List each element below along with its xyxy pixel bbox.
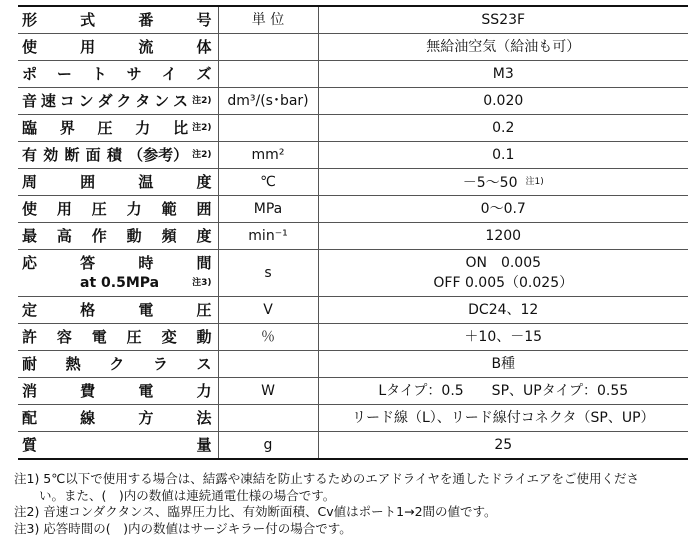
spec-unit-cell	[218, 405, 318, 432]
spec-label-cell	[18, 61, 218, 88]
footnotes	[14, 471, 690, 537]
spec-label-char: 断	[64, 146, 80, 164]
spec-row	[18, 405, 688, 432]
spec-label-char: ン	[154, 92, 170, 110]
spec-value-cell	[318, 351, 688, 378]
spec-label-char: 式	[80, 11, 96, 29]
spec-label-char: 高	[56, 227, 72, 245]
footnote-3: 注3) 応答時間の( )内の数値はサージキラー付の場合です。	[14, 520, 352, 536]
spec-label-char: 音	[22, 92, 38, 110]
spec-label-char: （参考）	[128, 146, 189, 164]
spec-label-char: 効	[43, 146, 59, 164]
spec-value-cell	[318, 196, 688, 223]
spec-value: M3	[492, 66, 514, 82]
spec-label-char: 圧	[91, 200, 107, 218]
spec-label-cell	[18, 297, 218, 324]
spec-label-char: 電	[138, 382, 154, 400]
spec-label-cell	[18, 196, 218, 223]
spec-label-char: 使	[22, 38, 38, 56]
footnote-1-cont: い。また、( )内の数値は連続通電仕様の場合です。	[14, 487, 336, 503]
spec-label-char: 囲	[196, 200, 212, 218]
spec-label-char: コ	[59, 92, 75, 110]
spec-label-char: 電	[91, 328, 107, 346]
spec-row	[18, 88, 688, 115]
spec-unit-cell	[218, 351, 318, 378]
spec-row	[18, 115, 688, 142]
spec-label-cell	[18, 34, 218, 61]
spec-unit: V	[263, 302, 273, 318]
spec-row	[18, 196, 688, 223]
spec-label-char: 熱	[65, 355, 81, 373]
spec-label-char: 流	[138, 38, 154, 56]
spec-unit: g	[263, 437, 273, 453]
spec-value-note: 注1)	[525, 176, 544, 187]
spec-label-char: 囲	[80, 173, 96, 191]
spec-value-cell	[318, 432, 688, 460]
spec-label-note: 注2)	[192, 123, 212, 133]
spec-label-char: ト	[91, 65, 107, 83]
spec-value: 0.2	[492, 120, 515, 136]
spec-label-char: ス	[173, 92, 189, 110]
spec-label-char: 使	[22, 200, 38, 218]
spec-label-char: 動	[196, 328, 212, 346]
spec-label-char: 面	[85, 146, 101, 164]
spec-value: DC24、12	[468, 302, 539, 318]
spec-unit: min⁻¹	[248, 228, 288, 244]
spec-label-char: 用	[56, 200, 72, 218]
spec-label-char: ラ	[152, 355, 168, 373]
spec-label-char: ン	[78, 92, 94, 110]
spec-unit-cell	[218, 324, 318, 351]
spec-value-cell	[318, 250, 688, 297]
spec-label-cell	[18, 351, 218, 378]
spec-label-char: 方	[138, 409, 154, 427]
spec-label-char: 有	[22, 146, 38, 164]
spec-label-char: サ	[126, 65, 142, 83]
spec-value: 無給油空気（給油も可）	[426, 39, 581, 55]
spec-row	[18, 142, 688, 169]
spec-label-char: 配	[22, 409, 38, 427]
spec-row	[18, 432, 688, 460]
spec-label-note: 注2)	[192, 96, 212, 106]
spec-label-char: 比	[173, 119, 189, 137]
spec-label-cell	[18, 324, 218, 351]
spec-value: Lタイプ：0.5 SP、UPタイプ：0.55	[378, 383, 629, 399]
spec-unit: ℃	[260, 174, 276, 190]
spec-label-char: 法	[196, 409, 212, 427]
spec-label-char: 界	[59, 119, 75, 137]
spec-unit: mm²	[251, 147, 285, 163]
spec-value: SS23F	[481, 12, 526, 28]
spec-label-char: 量	[196, 436, 212, 454]
spec-value-cell	[318, 223, 688, 250]
spec-value-cell	[318, 405, 688, 432]
spec-unit-cell	[218, 196, 318, 223]
spec-label-char: 温	[138, 173, 154, 191]
spec-label-char: 耐	[22, 355, 38, 373]
spec-value-cell	[318, 88, 688, 115]
spec-row	[18, 250, 688, 297]
spec-label-char: 用	[80, 38, 96, 56]
spec-label-char: 容	[56, 328, 72, 346]
spec-value: 0～0.7	[480, 201, 526, 217]
spec-value-cell	[318, 378, 688, 405]
spec-value-cell	[318, 169, 688, 196]
spec-label-char: 範	[161, 200, 177, 218]
spec-row	[18, 324, 688, 351]
spec-unit: W	[261, 383, 275, 399]
spec-value: B種	[491, 356, 516, 372]
spec-label-char: タ	[135, 92, 151, 110]
spec-unit-cell	[218, 432, 318, 460]
spec-table	[18, 5, 688, 460]
spec-value: 0.020	[483, 93, 524, 109]
spec-label-char: 電	[138, 301, 154, 319]
spec-label-note: 注3)	[192, 278, 212, 288]
footnote-2: 注2) 音速コンダクタンス、臨界圧力比、有効断面積、Cv値はポート1→2間の値です。	[14, 504, 497, 519]
spec-label-cell	[18, 223, 218, 250]
spec-label-char: 形	[22, 11, 38, 29]
spec-unit: MPa	[253, 201, 283, 217]
spec-label-char: ク	[109, 355, 125, 373]
spec-unit-cell	[218, 378, 318, 405]
spec-label-char: 最	[22, 227, 38, 245]
spec-label-cell	[18, 6, 218, 34]
spec-value: 25	[494, 437, 513, 453]
spec-value-cell	[318, 34, 688, 61]
spec-value-cell	[318, 6, 688, 34]
spec-unit-cell	[218, 142, 318, 169]
spec-label-char: 費	[80, 382, 96, 400]
spec-label-char: 答	[80, 254, 96, 272]
spec-unit-cell	[218, 6, 318, 34]
spec-label-char: 時	[138, 254, 154, 272]
spec-row	[18, 351, 688, 378]
spec-label-char: イ	[161, 65, 177, 83]
spec-value-cell	[318, 297, 688, 324]
spec-unit: 単 位	[251, 12, 285, 28]
spec-unit-cell	[218, 223, 318, 250]
spec-row	[18, 297, 688, 324]
spec-value: 0.1	[492, 147, 515, 163]
spec-value: ON 0.005	[465, 255, 542, 271]
spec-label-cell	[18, 88, 218, 115]
spec-label-char: 圧	[126, 328, 142, 346]
spec-value: ＋10、－15	[464, 329, 543, 345]
spec-value: OFF 0.005（0.025）	[433, 275, 574, 291]
spec-label-char: 圧	[97, 119, 113, 137]
spec-unit: dm³/(s･bar)	[227, 93, 309, 109]
spec-label-char: 線	[80, 409, 96, 427]
spec-label-cell	[18, 142, 218, 169]
spec-label-note: 注2)	[192, 150, 212, 160]
spec-label-cell	[18, 405, 218, 432]
spec-label-char: 変	[161, 328, 177, 346]
spec-row	[18, 378, 688, 405]
spec-row	[18, 169, 688, 196]
spec-unit: ％	[261, 329, 275, 345]
spec-value-cell	[318, 324, 688, 351]
spec-value-cell	[318, 142, 688, 169]
spec-label-char: 消	[22, 382, 38, 400]
spec-row	[18, 34, 688, 61]
spec-label-char: ー	[56, 65, 72, 83]
spec-label-char: 号	[196, 11, 212, 29]
spec-value: －5～50	[462, 174, 518, 191]
spec-label-char: 質	[22, 436, 38, 454]
spec-value-cell	[318, 61, 688, 88]
spec-unit-cell	[218, 169, 318, 196]
spec-label-char: ズ	[196, 65, 212, 83]
spec-label-char: 力	[196, 382, 212, 400]
spec-unit: s	[264, 265, 272, 281]
footnote-1: 注1) 5℃以下で使用する場合は、結露や凍結を防止するためのエアドライヤを通したドライエアをご使用くださ	[14, 471, 640, 486]
spec-label-char: 許	[22, 328, 38, 346]
spec-unit-cell	[218, 88, 318, 115]
spec-label-char: 圧	[196, 301, 212, 319]
spec-value: リード線（L）、リード線付コネクタ（SP、UP）	[351, 410, 655, 426]
spec-label-char: 臨	[22, 119, 38, 137]
spec-label-char: 頻	[161, 227, 177, 245]
spec-value: 1200	[485, 228, 522, 244]
spec-label-char: 力	[135, 119, 151, 137]
spec-label-char: 体	[196, 38, 212, 56]
spec-label-char: 動	[126, 227, 142, 245]
spec-label-char: 番	[138, 11, 154, 29]
spec-unit-cell	[218, 297, 318, 324]
spec-label-char: ポ	[22, 65, 38, 83]
spec-row	[18, 61, 688, 88]
spec-label-char: 度	[196, 173, 212, 191]
spec-label-cell	[18, 169, 218, 196]
spec-label-cell	[18, 432, 218, 460]
spec-label-char: 間	[196, 254, 212, 272]
spec-label-char: 周	[22, 173, 38, 191]
spec-sublabel: at 0.5MPa	[80, 275, 160, 291]
spec-label-char: 力	[126, 200, 142, 218]
spec-row	[18, 6, 688, 34]
spec-label-char: 作	[91, 227, 107, 245]
spec-row	[18, 223, 688, 250]
spec-label-char: ス	[196, 355, 212, 373]
spec-label-char: ク	[116, 92, 132, 110]
spec-label-cell	[18, 378, 218, 405]
spec-label-char: 応	[22, 254, 38, 272]
spec-table-body	[18, 6, 688, 459]
spec-label-char: 度	[196, 227, 212, 245]
spec-label-char: ダ	[97, 92, 113, 110]
spec-unit-cell	[218, 61, 318, 88]
spec-label-char: 速	[40, 92, 56, 110]
spec-value-cell	[318, 115, 688, 142]
spec-unit-cell	[218, 115, 318, 142]
spec-label-char: 格	[80, 301, 96, 319]
spec-label-cell	[18, 250, 218, 297]
spec-label-cell	[18, 115, 218, 142]
spec-unit-cell	[218, 34, 318, 61]
spec-label-char: 積	[106, 146, 122, 164]
spec-unit-cell	[218, 250, 318, 297]
spec-label-char: 定	[22, 301, 38, 319]
